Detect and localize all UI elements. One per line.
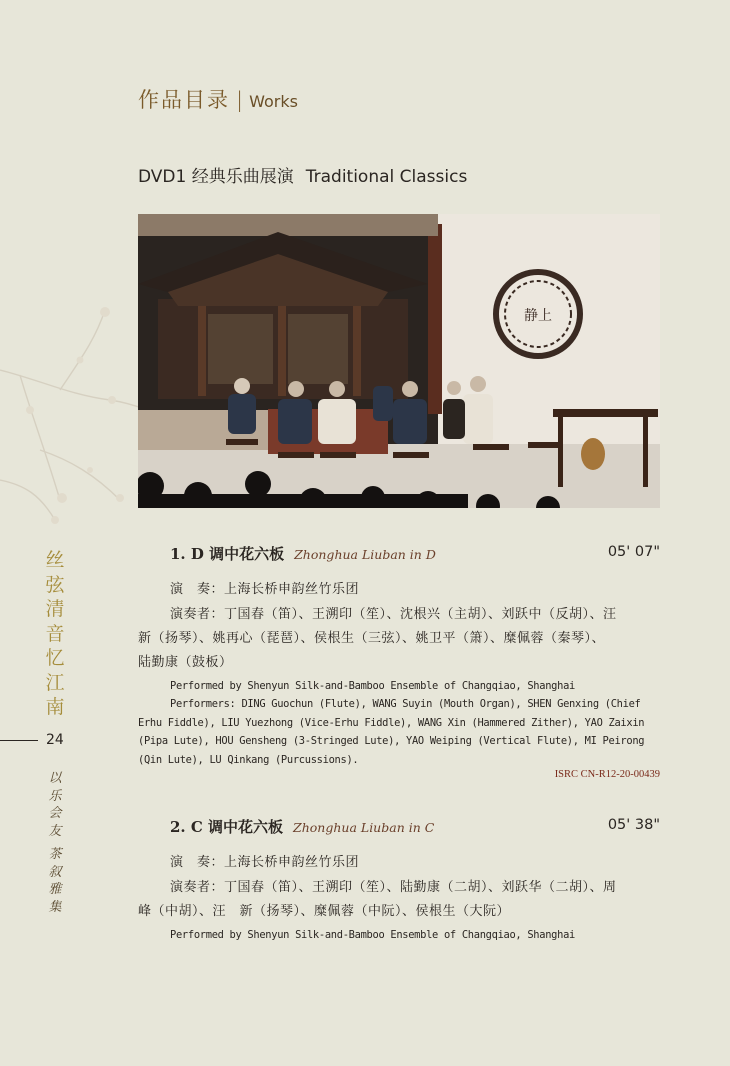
performers-cn-text: 演奏者：丁国春（笛）、王溯印（笙）、沈根兴（主胡）、刘跃中（反胡）、汪 xyxy=(170,607,617,622)
track-1-isrc: ISRC CN-R12-20-00439 xyxy=(554,769,660,780)
track-1-performed-by-en xyxy=(138,677,660,696)
vertical-char: 叙 xyxy=(48,864,62,880)
track-1-performers-en: Performers: DING Guochun (Flute), WANG Suyin (Mouth Organ), SHEN Genxing (Chief Erhu Fiddle), LIU Yuezhong (Vice-Erhu Fiddle), WANG Xin (Hammered Zither), YAO Zaixin (Pipa Lute), HOU Gensheng (3-Stringed Lute), YAO Weiping (Vertical Flute), MI Peirong (Qin Lute), LU Qinkang (Purcussions). xyxy=(138,698,645,766)
vertical-char: 会 xyxy=(48,806,62,821)
section-title xyxy=(138,162,467,187)
track-2-performers-cn-1 xyxy=(138,876,660,899)
vertical-char: 音 xyxy=(45,622,65,645)
performer-cn-text: 演 奏：上海长桥申韵丝竹乐团 xyxy=(170,855,360,870)
header-title-zh: 作品目录 xyxy=(138,88,230,112)
track-1-heading xyxy=(170,543,436,564)
track-2-duration: 05' 38" xyxy=(607,817,660,833)
vertical-char: 茶 xyxy=(48,847,62,862)
roundel-text: 静上 xyxy=(524,308,552,324)
track-1-title: 1. D 调中花六板 xyxy=(170,545,285,563)
track-2-performers-cn-2: 峰（中胡）、汪 新（扬琴）、糜佩蓉（中阮）、侯根生（大阮） xyxy=(138,904,511,919)
concert-photo xyxy=(138,214,660,508)
vertical-char: 忆 xyxy=(45,647,65,669)
header-separator: | xyxy=(236,88,246,112)
track-2-title: 2. C 调中花六板 xyxy=(170,818,284,836)
vertical-char: 清 xyxy=(45,598,65,620)
vertical-char: 乐 xyxy=(48,788,62,804)
performers-cn-text: 演奏者：丁国春（笛）、王溯印（笙）、陆勤康（二胡）、刘跃华（二胡）、周 xyxy=(170,880,617,895)
track-2-heading xyxy=(170,816,434,837)
header-title-en: Works xyxy=(249,92,298,111)
track-1-duration: 05' 07" xyxy=(607,544,660,560)
page-header xyxy=(138,84,298,114)
sidebar-vertical-subtitle xyxy=(46,770,64,916)
performer-cn-text: 演 奏：上海长桥申韵丝竹乐团 xyxy=(170,582,360,597)
section-title-en: Traditional Classics xyxy=(305,167,468,187)
track-1-performers-cn-2: 新（扬琴）、姚再心（琵琶）、侯根生（三弦）、姚卫平（箫）、糜佩蓉（秦琴）、 xyxy=(138,631,606,646)
performed-by-en-text: Performed by Shenyun Silk-and-Bamboo Ensemble of Changqiao, Shanghai xyxy=(170,929,575,941)
track-2-performer-cn xyxy=(138,851,660,874)
vertical-char: 雅 xyxy=(48,882,62,897)
vertical-char: 丝 xyxy=(45,549,65,571)
section-title-zh: DVD1 经典乐曲展演 xyxy=(138,167,294,187)
vertical-char: 南 xyxy=(45,696,65,718)
track-2-title-en: Zhonghua Liuban in C xyxy=(293,820,435,835)
track-1-performers-cn-1 xyxy=(138,603,660,626)
vertical-char: 弦 xyxy=(45,573,65,596)
track-2-performed-by-en xyxy=(138,926,660,945)
vertical-char: 江 xyxy=(45,671,65,694)
vertical-char: 以 xyxy=(48,771,62,786)
vertical-char: 集 xyxy=(48,899,62,915)
page-number: 24 xyxy=(46,732,64,748)
page-number-rule xyxy=(0,740,38,741)
track-1-title-en: Zhonghua Liuban in D xyxy=(294,547,436,562)
track-1-performers-cn-3: 陆勤康（鼓板） xyxy=(138,655,233,670)
sidebar-vertical-title xyxy=(44,548,66,720)
vertical-char: 友 xyxy=(48,823,62,839)
performed-by-en-text: Performed by Shenyun Silk-and-Bamboo Ensemble of Changqiao, Shanghai xyxy=(170,680,575,692)
track-1-performer-cn xyxy=(138,578,660,601)
